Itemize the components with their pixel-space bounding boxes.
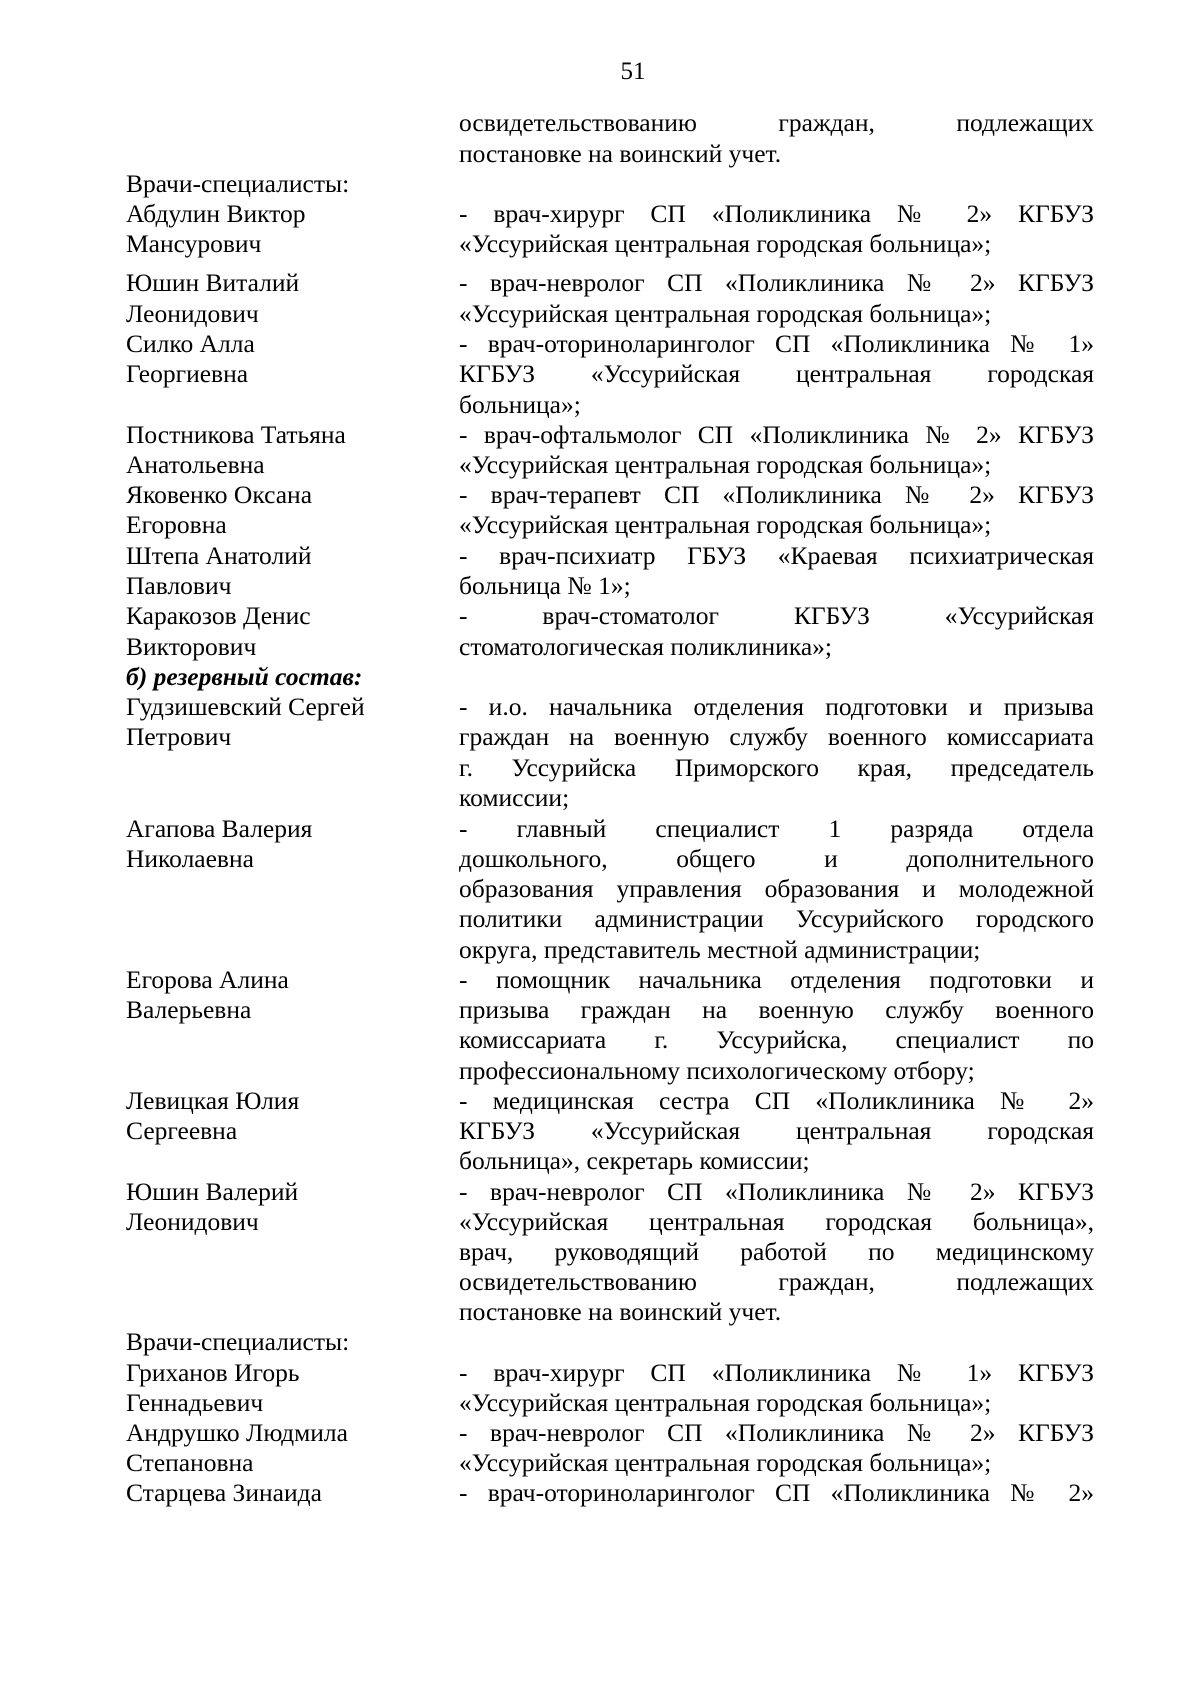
position-line: «Уссурийская центральная городская больница»; bbox=[459, 1448, 992, 1477]
position-line: призыва граждан на военную службу военного bbox=[459, 995, 1094, 1024]
member-name-line: Николаевна bbox=[126, 844, 254, 873]
position-line: дошкольного, общего и дополнительного bbox=[459, 844, 1094, 873]
position-line: - и.о. начальника отделения подготовки и призыва bbox=[459, 692, 1094, 721]
position-line: врач, руководящий работой по медицинскому bbox=[459, 1237, 1094, 1266]
position-line: граждан на военную службу военного комиссариата bbox=[459, 722, 1094, 751]
position-line: г. Уссурийска Приморского края, председатель bbox=[459, 753, 1094, 782]
position-line: стоматологическая поликлиника»; bbox=[459, 632, 832, 661]
position-line: - медицинская сестра СП «Поликлиника № 2» bbox=[459, 1086, 1094, 1115]
position-line: комиссии; bbox=[459, 783, 570, 812]
member-name-line: Гудзишевский Сергей bbox=[126, 692, 365, 721]
position-line: «Уссурийская центральная городская больница»; bbox=[459, 450, 992, 479]
member-name-line: Мансурович bbox=[126, 229, 262, 258]
position-line: больница»; bbox=[459, 390, 581, 419]
member-name-line: Леонидович bbox=[126, 1207, 259, 1236]
position-line: - врач-терапевт СП «Поликлиника № 2» КГБУЗ bbox=[459, 480, 1094, 509]
position-line: - врач-оториноларинголог СП «Поликлиника № 2» bbox=[459, 1478, 1094, 1507]
position-line: больница», секретарь комиссии; bbox=[459, 1146, 810, 1175]
member-name-line: Егорова Алина bbox=[126, 965, 289, 994]
position-line: профессиональному психологическому отбору; bbox=[459, 1056, 975, 1085]
position-line: округа, представитель местной администрации; bbox=[459, 935, 981, 964]
member-name-line: Георгиевна bbox=[126, 359, 249, 388]
member-name-line: Анатольевна bbox=[126, 450, 265, 479]
position-line: - помощник начальника отделения подготовки и bbox=[459, 965, 1094, 994]
position-line: - врач-хирург СП «Поликлиника № 1» КГБУЗ bbox=[459, 1358, 1094, 1387]
member-name-line: б) резервный состав: bbox=[126, 662, 363, 691]
member-name-line: Силко Алла bbox=[126, 329, 255, 358]
position-line: комиссариата г. Уссурийска, специалист по bbox=[459, 1025, 1094, 1054]
member-name-line: Егоровна bbox=[126, 510, 227, 539]
page-number: 51 bbox=[620, 58, 646, 85]
position-line: постановке на воинский учет. bbox=[459, 1297, 782, 1326]
member-name-line: Врачи-специалисты: bbox=[126, 1327, 350, 1356]
position-line: освидетельствованию граждан, подлежащих bbox=[459, 1267, 1094, 1296]
member-name-line: Левицкая Юлия bbox=[126, 1086, 300, 1115]
position-line: - врач-психиатр ГБУЗ «Краевая психиатрическая bbox=[459, 541, 1094, 570]
member-name-line: Постникова Татьяна bbox=[126, 420, 346, 449]
member-name-line: Агапова Валерия bbox=[126, 814, 313, 843]
member-name-line: Старцева Зинаида bbox=[126, 1478, 322, 1507]
position-line: «Уссурийская центральная городская больница»; bbox=[459, 299, 992, 328]
position-line: постановке на воинский учет. bbox=[459, 139, 782, 168]
position-line: - главный специалист 1 разряда отдела bbox=[459, 814, 1094, 843]
member-name-line: Павлович bbox=[126, 571, 232, 600]
position-line: «Уссурийская центральная городская больница», bbox=[459, 1207, 1094, 1236]
position-line: «Уссурийская центральная городская больница»; bbox=[459, 1388, 992, 1417]
position-line: освидетельствованию граждан, подлежащих bbox=[459, 108, 1094, 137]
position-line: - врач-стоматолог КГБУЗ «Уссурийская bbox=[459, 601, 1094, 630]
position-line: - врач-хирург СП «Поликлиника № 2» КГБУЗ bbox=[459, 199, 1094, 228]
member-name-line: Врачи-специалисты: bbox=[126, 169, 350, 198]
position-line: образования управления образования и молодежной bbox=[459, 874, 1094, 903]
position-line: - врач-офтальмолог СП «Поликлиника № 2» КГБУЗ bbox=[459, 420, 1094, 449]
member-name-line: Геннадьевич bbox=[126, 1388, 264, 1417]
member-name-line: Степановна bbox=[126, 1448, 254, 1477]
position-line: - врач-оториноларинголог СП «Поликлиника № 1» bbox=[459, 329, 1094, 358]
member-name-line: Андрушко Людмила bbox=[126, 1418, 348, 1447]
position-line: политики администрации Уссурийского городского bbox=[459, 904, 1094, 933]
member-name-line: Штепа Анатолий bbox=[126, 541, 312, 570]
position-line: больница № 1»; bbox=[459, 571, 631, 600]
member-name-line: Сергеевна bbox=[126, 1116, 238, 1145]
position-line: - врач-невролог СП «Поликлиника № 2» КГБУЗ bbox=[459, 1177, 1094, 1206]
position-line: КГБУЗ «Уссурийская центральная городская bbox=[459, 1116, 1094, 1145]
member-name-line: Петрович bbox=[126, 722, 232, 751]
position-line: - врач-невролог СП «Поликлиника № 2» КГБУЗ bbox=[459, 1418, 1094, 1447]
position-line: - врач-невролог СП «Поликлиника № 2» КГБУЗ bbox=[459, 268, 1094, 297]
member-name-line: Каракозов Денис bbox=[126, 601, 311, 630]
member-name-line: Юшин Виталий bbox=[126, 268, 300, 297]
member-name-line: Гриханов Игорь bbox=[126, 1358, 300, 1387]
member-name-line: Валерьевна bbox=[126, 995, 252, 1024]
member-name-line: Яковенко Оксана bbox=[126, 480, 313, 509]
position-line: «Уссурийская центральная городская больница»; bbox=[459, 510, 992, 539]
member-name-line: Юшин Валерий bbox=[126, 1177, 299, 1206]
member-name-line: Леонидович bbox=[126, 299, 259, 328]
position-line: «Уссурийская центральная городская больница»; bbox=[459, 229, 992, 258]
position-line: КГБУЗ «Уссурийская центральная городская bbox=[459, 359, 1094, 388]
member-name-line: Викторович bbox=[126, 632, 257, 661]
member-name-line: Абдулин Виктор bbox=[126, 199, 306, 228]
